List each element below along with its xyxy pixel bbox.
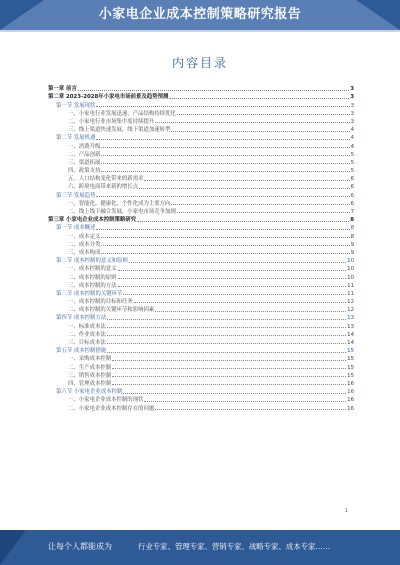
toc-entry-label: 第三节 成本控制的关键环节 [56, 290, 123, 297]
toc-subsection[interactable] [48, 231, 354, 239]
toc-entry-label: 四、政策支持 [68, 168, 101, 175]
footer-slogan-right: 行业专家、管理专家、营销专家、战略专家、成本专家…… [138, 542, 331, 551]
toc-entry-page: 13 [347, 315, 354, 322]
toc-entry-page: 4 [350, 143, 354, 150]
toc-subsection[interactable] [48, 207, 354, 215]
toc-entry-page: 16 [347, 389, 354, 396]
toc-entry-page: 8 [350, 233, 354, 240]
toc-subsection[interactable] [48, 264, 354, 272]
toc-entry-label: 二、产品创新 [68, 151, 101, 158]
toc-heading: 内容目录 [171, 56, 228, 70]
toc-entry-label: 第一章 前言 [48, 86, 77, 93]
toc-leader-dots [155, 311, 346, 312]
toc-entry-page: 15 [347, 356, 354, 363]
toc-entry-page: 3 [350, 110, 354, 117]
toc-entry-label: 一、小家电企业成本控制的现状 [68, 397, 144, 404]
toc-subsection[interactable] [48, 305, 354, 313]
toc-section[interactable] [48, 133, 354, 141]
toc-entry-label: 一、小家电行业发展迅速，产品结构持续优化 [68, 110, 176, 117]
toc-subsection[interactable] [48, 395, 354, 403]
toc-entry-label: 五、人口结构变化带来的新需求 [68, 176, 144, 183]
toc-leader-dots [169, 98, 349, 99]
toc-leader-dots [129, 262, 346, 263]
toc-leader-dots [96, 229, 349, 230]
toc-entry-page: 16 [347, 380, 354, 387]
toc-leader-dots [171, 204, 349, 205]
toc-entry-label: 二、小家电行业市场集中度持续提升 [68, 118, 155, 125]
toc-entry-page: 7 [350, 209, 354, 215]
toc-entry-page: 14 [347, 340, 354, 346]
toc-entry-label: 第二章 2023-2028年小家电市场前景及趋势预测 [48, 94, 169, 101]
toc-entry-label: 第三节 发展趋势 [56, 192, 96, 199]
toc-subsection[interactable] [48, 379, 354, 387]
toc-subsection[interactable] [48, 330, 354, 338]
toc-entry-label: 二、作业成本法 [68, 331, 106, 338]
toc-entry-page: 11 [347, 290, 354, 297]
toc-entry-page: 8 [350, 225, 354, 232]
toc-leader-dots [137, 221, 349, 222]
toc-subsection[interactable] [48, 321, 354, 329]
toc-subsection[interactable] [48, 158, 354, 166]
toc-entry-label: 三、渠道拓展 [68, 159, 101, 166]
toc-entry-page: 6 [350, 176, 354, 183]
toc-entry-page: 12 [347, 299, 354, 306]
toc-entry-label: 三、线上渠道快速发展，线下渠道加速转型 [68, 127, 171, 134]
toc-section[interactable] [48, 100, 354, 108]
toc-entry-page: 13 [347, 323, 354, 330]
toc-entry-label: 一、消费升级 [68, 143, 101, 150]
toc-section[interactable] [48, 190, 354, 198]
toc-entry-page: 16 [347, 405, 354, 412]
toc-entry-page: 6 [350, 200, 354, 207]
toc-leader-dots [107, 327, 346, 328]
toc-entry-page: 4 [350, 127, 354, 134]
toc-subsection[interactable] [48, 297, 354, 305]
toc-entry-label: 第二节 成本控制的意义和原则 [56, 258, 128, 265]
toc-entry-page: 10 [347, 266, 354, 273]
toc-entry-page: 3 [350, 94, 354, 101]
toc-entry-label: 第二节 发展机遇 [56, 135, 96, 142]
toc-subsection[interactable] [48, 109, 354, 117]
toc-subsection[interactable] [48, 117, 354, 125]
toc-entry-page: 5 [350, 168, 354, 175]
toc-entry-label: 二、成本控制的关键环节和影响因素 [68, 307, 155, 314]
toc-section[interactable] [48, 289, 354, 297]
toc-entry-label: 一、成本控制的意义 [68, 266, 117, 273]
table-of-contents [48, 84, 354, 412]
toc-leader-dots [101, 147, 349, 148]
toc-leader-dots [101, 245, 349, 246]
footer-slogan-left: 让每个人都能成为 [48, 542, 112, 551]
page-number: 1 [344, 508, 348, 514]
toc-entry-page: 5 [350, 151, 354, 158]
toc-entry-label: 一、成本控制的目标和任务 [68, 299, 133, 306]
toc-entry-label: 第一节 发展现状 [56, 102, 96, 109]
toc-entry-label: 第五节 成本控制措施 [56, 348, 107, 355]
toc-entry-page: 3 [350, 86, 354, 93]
toc-subsection[interactable] [48, 125, 354, 133]
toc-leader-dots [118, 286, 347, 287]
toc-leader-dots [101, 163, 349, 164]
toc-leader-dots [134, 302, 346, 303]
toc-section[interactable] [48, 387, 354, 395]
toc-leader-dots [112, 360, 346, 361]
toc-entry-label: 三、销售成本控制 [68, 372, 112, 379]
toc-leader-dots [123, 294, 346, 295]
toc-chapter[interactable] [48, 92, 354, 100]
toc-leader-dots [144, 401, 346, 402]
toc-entry-label: 第六节 小家电企业成本控制 [56, 389, 123, 396]
toc-leader-dots [155, 122, 349, 123]
toc-leader-dots [112, 376, 346, 377]
toc-section[interactable] [48, 313, 354, 321]
toc-leader-dots [118, 278, 347, 279]
footer-accent [0, 530, 26, 565]
toc-leader-dots [112, 368, 346, 369]
toc-entry-page: 11 [347, 282, 354, 289]
toc-subsection[interactable] [48, 272, 354, 280]
toc-entry-page: 15 [347, 364, 354, 371]
toc-entry-page: 9 [350, 241, 354, 248]
toc-leader-dots [177, 114, 350, 115]
toc-entry-label: 二、成本控制的原则 [68, 274, 117, 281]
toc-subsection[interactable] [48, 174, 354, 182]
toc-subsection[interactable] [48, 248, 354, 256]
toc-entry-label: 一、成本定义 [68, 233, 101, 240]
toc-entry-page: 16 [347, 397, 354, 404]
toc-entry-page: 5 [350, 159, 354, 166]
toc-entry-label: 三、成本控制的方法 [68, 282, 117, 289]
toc-entry-page: 9 [350, 249, 354, 256]
toc-leader-dots [171, 131, 349, 132]
toc-subsection[interactable] [48, 338, 354, 346]
toc-entry-page: 15 [347, 348, 354, 355]
toc-subsection[interactable] [48, 362, 354, 370]
toc-leader-dots [107, 335, 346, 336]
toc-leader-dots [112, 384, 346, 385]
toc-section[interactable] [48, 346, 354, 354]
toc-leader-dots [177, 212, 350, 213]
page-header [0, 0, 400, 32]
toc-entry-label: 六、跨境电商带来新的增长点 [68, 184, 139, 191]
toc-entry-page: 4 [350, 135, 354, 142]
toc-entry-label: 第四节 成本控制方法 [56, 315, 107, 322]
toc-entry-page: 8 [350, 217, 354, 224]
toc-leader-dots [101, 171, 349, 172]
toc-leader-dots [107, 343, 346, 344]
toc-subsection[interactable] [48, 281, 354, 289]
toc-subsection[interactable] [48, 141, 354, 149]
toc-entry-page: 6 [350, 184, 354, 191]
toc-leader-dots [123, 393, 346, 394]
toc-leader-dots [96, 139, 349, 140]
report-title: 小家电企业成本控制策略研究报告 [98, 7, 302, 22]
toc-leader-dots [96, 196, 349, 197]
toc-chapter[interactable] [48, 215, 354, 223]
toc-entry-label: 二、成本分类 [68, 241, 101, 248]
toc-leader-dots [139, 188, 349, 189]
toc-subsection[interactable] [48, 354, 354, 362]
toc-leader-dots [78, 90, 349, 91]
toc-section[interactable] [48, 223, 354, 231]
toc-leader-dots [96, 106, 349, 107]
toc-subsection[interactable] [48, 166, 354, 174]
toc-leader-dots [118, 270, 347, 271]
toc-entry-label: 二、生产成本控制 [68, 364, 112, 371]
toc-entry-page: 10 [347, 274, 354, 281]
toc-entry-label: 一、标准成本法 [68, 323, 106, 330]
header-divider [0, 30, 400, 32]
toc-entry-page: 15 [347, 372, 354, 379]
toc-entry-label: 三、成本构成 [68, 249, 101, 256]
toc-subsection[interactable] [48, 182, 354, 190]
toc-entry-label: 一、采购成本控制 [68, 356, 112, 363]
toc-entry-label: 二、小家电企业成本控制存在的问题 [68, 405, 155, 412]
toc-leader-dots [107, 319, 346, 320]
toc-entry-label: 第一节 成本概述 [56, 225, 96, 232]
toc-entry-page: 6 [350, 192, 354, 199]
toc-entry-page: 10 [347, 258, 354, 265]
toc-leader-dots [107, 352, 346, 353]
toc-entry-label: 二、线上线下融合发展，小家电市场竞争加剧 [68, 209, 176, 215]
toc-section[interactable] [48, 256, 354, 264]
toc-leader-dots [101, 237, 349, 238]
toc-entry-label: 三、目标成本法 [68, 340, 106, 346]
toc-subsection[interactable] [48, 199, 354, 207]
toc-leader-dots [101, 253, 349, 254]
toc-entry-page: 3 [350, 118, 354, 125]
toc-entry-label: 第三章 小家电企业成本控制策略研究 [48, 217, 137, 224]
toc-subsection[interactable] [48, 403, 354, 411]
toc-entry-page: 12 [347, 307, 354, 314]
toc-subsection[interactable] [48, 371, 354, 379]
toc-subsection[interactable] [48, 240, 354, 248]
toc-subsection[interactable] [48, 150, 354, 158]
toc-entry-label: 一、智能化、健康化、个性化成为主要方向 [68, 200, 171, 207]
toc-entry-page: 3 [350, 102, 354, 109]
toc-leader-dots [144, 180, 349, 181]
toc-entry-label: 四、管理成本控制 [68, 380, 112, 387]
toc-leader-dots [101, 155, 349, 156]
toc-chapter[interactable] [48, 84, 354, 92]
toc-entry-page: 14 [347, 331, 354, 338]
toc-leader-dots [155, 409, 346, 410]
